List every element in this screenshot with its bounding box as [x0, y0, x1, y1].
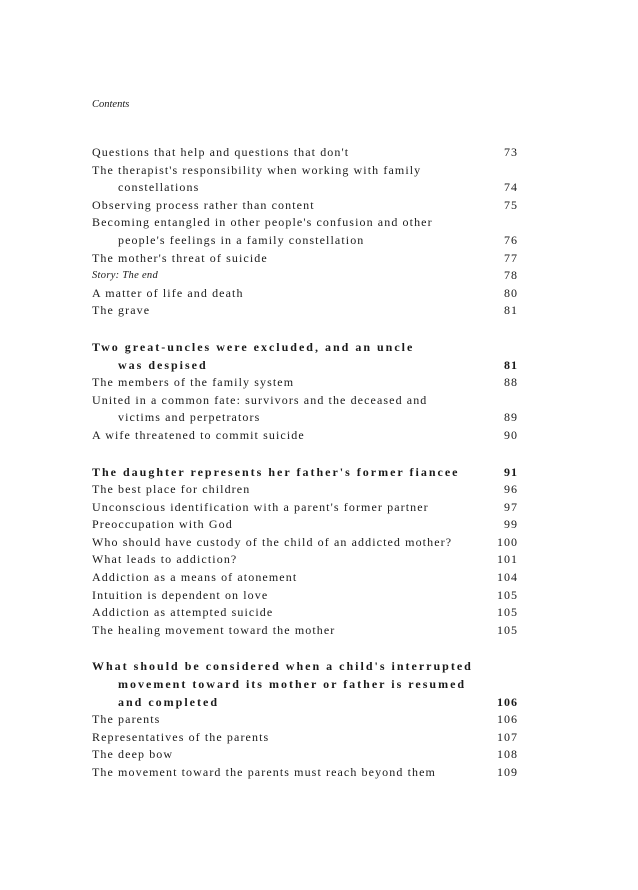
toc-entry-title: [92, 481, 250, 499]
toc-section: [92, 144, 518, 320]
toc-entry-title-line: The grave: [92, 303, 151, 318]
toc-entry-title: [92, 392, 427, 427]
toc-entry: [92, 729, 518, 747]
toc-page-number: 100: [497, 534, 518, 549]
toc-entry-title: [92, 622, 335, 640]
running-header: Contents: [92, 99, 130, 110]
toc-entry: [92, 144, 518, 162]
toc-entry-title-line: A matter of life and death: [92, 285, 244, 300]
toc-page-number: 88: [504, 375, 518, 390]
toc-page-number: 77: [504, 250, 518, 265]
toc-entry-title-line: United in a common fate: survivors and the deceased and: [92, 392, 428, 407]
toc-entry-title-line: victims and perpetrators: [118, 410, 261, 425]
toc-page-number: 108: [497, 747, 518, 762]
toc-entry: [92, 746, 518, 764]
toc-entry-title-line: Addiction as a means of atonement: [92, 570, 298, 585]
toc-page-number: 106: [497, 694, 518, 709]
toc-section: [92, 464, 518, 640]
toc-entry-title-line: Observing process rather than content: [92, 197, 315, 212]
toc-page-number: 78: [504, 268, 518, 283]
toc-entry-title-line: Story: The end: [92, 270, 159, 282]
toc-section: [92, 658, 518, 781]
toc-entry: [92, 764, 518, 782]
toc-entry: [92, 214, 518, 249]
toc-entry-title: [92, 302, 150, 320]
toc-entry-title: [92, 569, 297, 587]
toc-page-number: 104: [497, 570, 518, 585]
toc-entry: [92, 516, 518, 534]
toc-entry: [92, 587, 518, 605]
toc-entry-title-line: people's feelings in a family constellation: [118, 232, 365, 247]
toc-entry-title-line: Becoming entangled in other people's confusion and other: [92, 215, 433, 230]
toc-page-number: 90: [504, 427, 518, 442]
toc-page-number: 81: [504, 303, 518, 318]
toc-entry: [92, 197, 518, 215]
toc-page-number: 89: [504, 410, 518, 425]
toc-entry-title: [92, 464, 460, 482]
toc-entry-title: [92, 427, 305, 445]
toc-entry: [92, 250, 518, 268]
toc-entry-title-line: Two great-uncles were excluded, and an uncle: [92, 339, 415, 354]
toc-entry-title: [92, 746, 173, 764]
toc-page-number: 96: [504, 482, 518, 497]
toc-page-number: 81: [504, 357, 518, 372]
toc-entry-title-line: was despised: [118, 357, 208, 372]
toc-page-number: 74: [504, 180, 518, 195]
toc-entry-title-line: The daughter represents her father's former fiancee: [92, 464, 460, 479]
toc-entry-title-line: Representatives of the parents: [92, 729, 270, 744]
toc-entry: [92, 302, 518, 320]
toc-entry-title: [92, 729, 269, 747]
toc-entry: [92, 499, 518, 517]
toc-entry: [92, 427, 518, 445]
toc-entry-title-line: The parents: [92, 712, 161, 727]
toc-entry-title-line: The deep bow: [92, 747, 174, 762]
toc-page-number: 101: [497, 552, 518, 567]
toc-page-number: 107: [497, 729, 518, 744]
toc-page-number: 80: [504, 285, 518, 300]
toc-entry-title: [92, 551, 237, 569]
toc-entry-title-line: What should be considered when a child's interrupted: [92, 659, 473, 674]
toc-page-number: 106: [497, 712, 518, 727]
toc-entry-title: [92, 604, 273, 622]
toc-page-number: 105: [497, 587, 518, 602]
toc-entry: [92, 551, 518, 569]
toc-entry: [92, 604, 518, 622]
toc-section: [92, 339, 518, 445]
toc-entry-title: [92, 374, 294, 392]
toc-entry-title-line: Unconscious identification with a parent's former partner: [92, 499, 429, 514]
toc-chapter-heading: [92, 464, 518, 482]
toc-entry-title: [92, 516, 233, 534]
toc-entry-title-line: constellations: [118, 180, 200, 195]
toc-entry: [92, 162, 518, 197]
toc-entry-title: [92, 197, 315, 215]
toc-entry-title: [92, 214, 433, 249]
toc-entry: [92, 711, 518, 729]
toc-entry: [92, 534, 518, 552]
toc-page-number: 91: [504, 464, 518, 479]
toc-entry-title: [92, 534, 452, 552]
toc-page-number: 73: [504, 145, 518, 159]
toc-chapter-heading: [92, 339, 518, 374]
toc-entry-title-line: Preoccupation with God: [92, 517, 233, 532]
toc-page-number: 76: [504, 232, 518, 247]
toc-entry-title: [92, 162, 421, 197]
toc-entry-title-line: A wife threatened to commit suicide: [92, 427, 305, 442]
toc-entry-title-line: Questions that help and questions that don't: [92, 145, 350, 159]
toc-entry-title: [92, 144, 349, 162]
toc-entry-title-line: The best place for children: [92, 482, 251, 497]
toc-entry-title: [92, 658, 473, 711]
toc-entry-title-line: The healing movement toward the mother: [92, 622, 336, 637]
toc-page-number: 109: [497, 765, 518, 779]
toc-page-number: 99: [504, 517, 518, 532]
toc-entry: [92, 569, 518, 587]
toc-page-number: 105: [497, 605, 518, 620]
toc-entry: [92, 285, 518, 303]
toc-chapter-heading: [92, 658, 518, 711]
toc-page-number: 105: [497, 622, 518, 637]
toc-entry: [92, 622, 518, 640]
toc-entry-title: [92, 587, 268, 605]
toc-entry-title: [92, 764, 436, 782]
toc-entry-title: [92, 339, 414, 374]
toc-entry-title: [92, 711, 160, 729]
toc-page-number: 75: [504, 197, 518, 212]
toc-entry-title-line: Who should have custody of the child of an addicted mother?: [92, 534, 453, 549]
table-of-contents: [92, 144, 518, 782]
toc-entry-title-line: movement toward its mother or father is resumed: [118, 677, 467, 692]
toc-entry-title-line: and completed: [118, 694, 219, 709]
toc-entry-title: [92, 499, 429, 517]
toc-entry-title-line: The movement toward the parents must reach beyond them: [92, 765, 436, 779]
toc-page-number: 97: [504, 499, 518, 514]
toc-entry-title-line: The therapist's responsibility when working with family: [92, 162, 422, 177]
toc-story-entry: [92, 267, 518, 285]
toc-entry-title: [92, 285, 244, 303]
toc-entry-title-line: The members of the family system: [92, 375, 295, 390]
toc-entry-title: [92, 267, 158, 285]
toc-entry-title: [92, 250, 268, 268]
toc-entry: [92, 374, 518, 392]
toc-entry-title-line: The mother's threat of suicide: [92, 250, 268, 265]
toc-entry-title-line: What leads to addiction?: [92, 552, 238, 567]
toc-entry: [92, 392, 518, 427]
toc-entry: [92, 481, 518, 499]
toc-entry-title-line: Addiction as attempted suicide: [92, 605, 274, 620]
toc-entry-title-line: Intuition is dependent on love: [92, 587, 269, 602]
